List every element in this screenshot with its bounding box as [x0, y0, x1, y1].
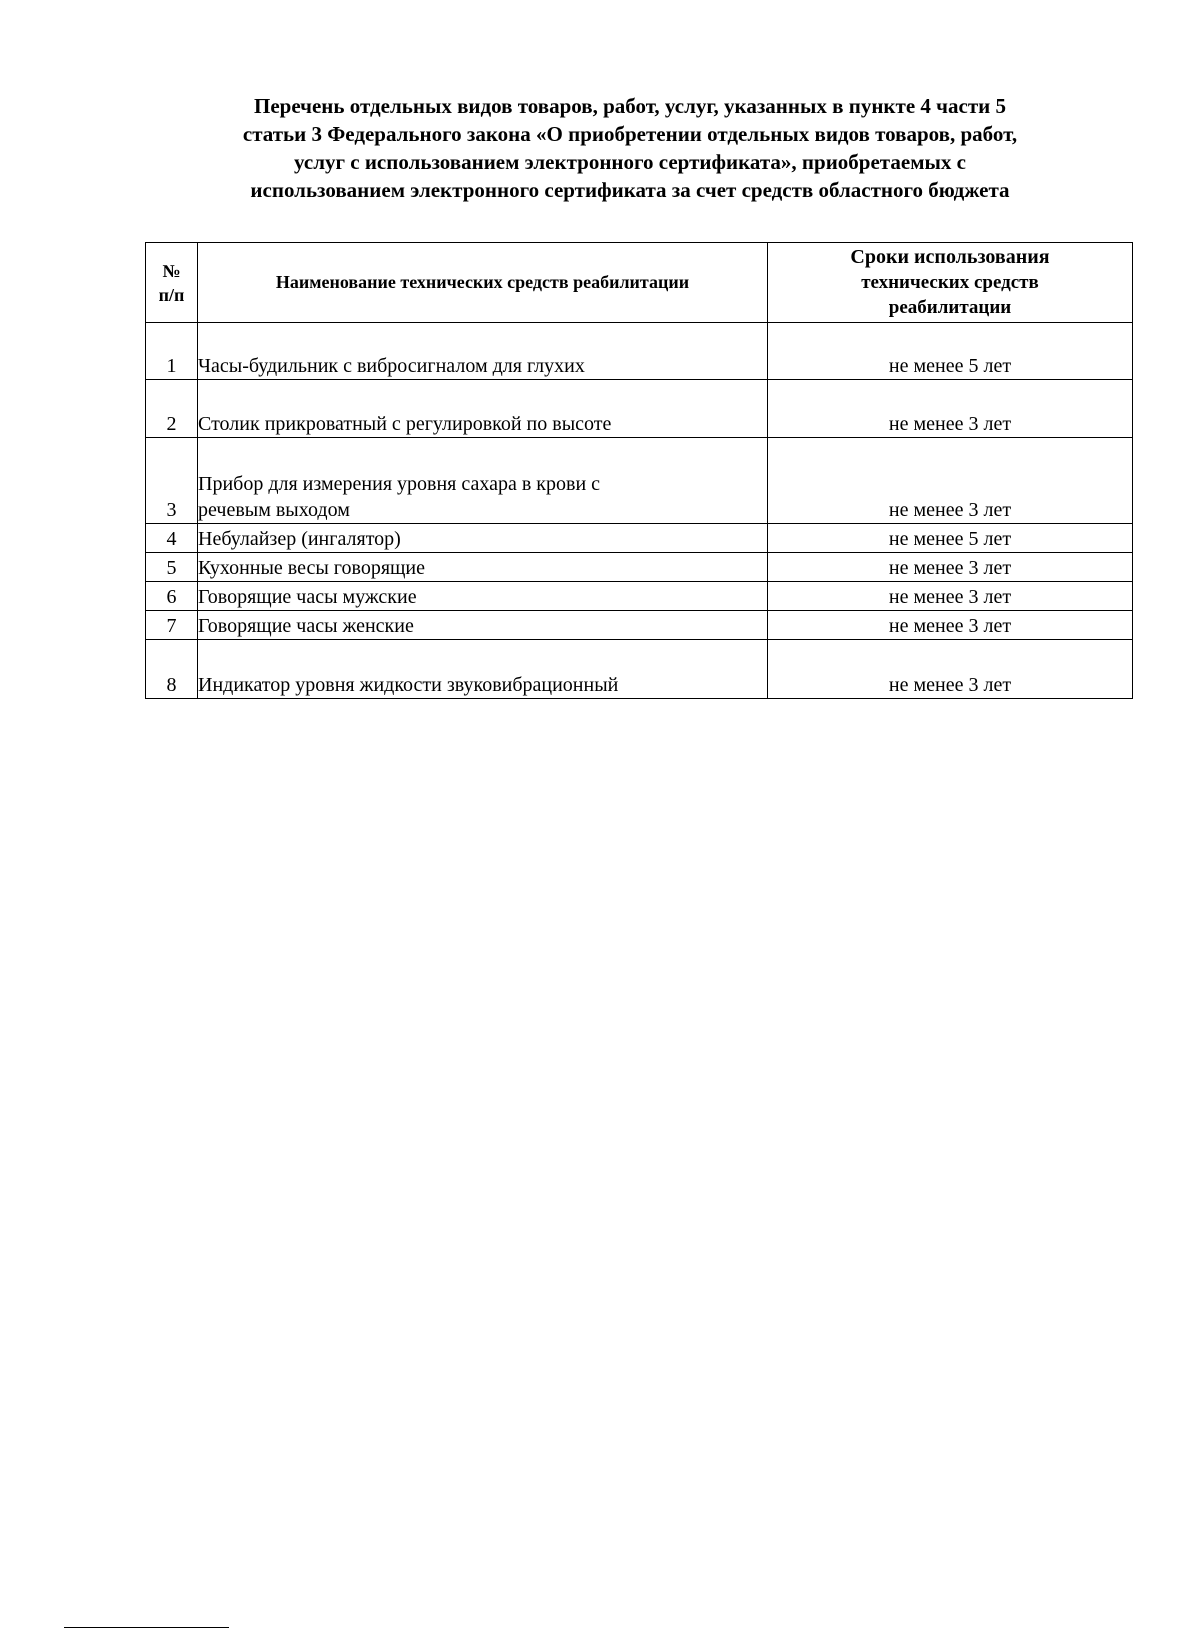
- header-term: Сроки использования технических средств реабилитации: [768, 243, 1133, 323]
- row-term: не менее 3 лет: [768, 640, 1133, 699]
- header-number: № п/п: [146, 243, 198, 323]
- table-row: [146, 553, 1133, 582]
- row-term: не менее 3 лет: [768, 553, 1133, 582]
- row-number: 5: [146, 553, 198, 582]
- footnote-separator-line: [64, 1627, 229, 1628]
- table-row: [146, 640, 1133, 699]
- row-name: Небулайзер (ингалятор): [198, 524, 768, 553]
- row-term: не менее 3 лет: [768, 438, 1133, 524]
- row-number: 4: [146, 524, 198, 553]
- table-row: [146, 438, 1133, 524]
- table-row: [146, 323, 1133, 380]
- row-name: Прибор для измерения уровня сахара в крови с речевым выходом: [198, 438, 768, 524]
- row-term: не менее 5 лет: [768, 524, 1133, 553]
- row-number: 6: [146, 582, 198, 611]
- row-name: Говорящие часы женские: [198, 611, 768, 640]
- row-number: 2: [146, 380, 198, 438]
- table-row: [146, 524, 1133, 553]
- title-line-1: Перечень отдельных видов товаров, работ, услуг, указанных в пункте 4 части 5: [254, 94, 1006, 118]
- document-title: [150, 92, 1110, 204]
- row-term: не менее 5 лет: [768, 323, 1133, 380]
- header-name: Наименование технических средств реабилитации: [198, 243, 768, 323]
- row-number: 8: [146, 640, 198, 699]
- row-name: Индикатор уровня жидкости звуковибрационный: [198, 640, 768, 699]
- row-name: Столик прикроватный с регулировкой по высоте: [198, 380, 768, 438]
- row-name: Кухонные весы говорящие: [198, 553, 768, 582]
- row-number: 7: [146, 611, 198, 640]
- table-row: [146, 582, 1133, 611]
- title-line-4: использованием электронного сертификата за счет средств областного бюджета: [250, 178, 1010, 202]
- row-term: не менее 3 лет: [768, 380, 1133, 438]
- row-term: не менее 3 лет: [768, 582, 1133, 611]
- row-number: 3: [146, 438, 198, 524]
- table-row: [146, 380, 1133, 438]
- title-line-3: услуг с использованием электронного сертификата», приобретаемых с: [294, 150, 966, 174]
- table-header-row: [146, 243, 1133, 323]
- row-name: Говорящие часы мужские: [198, 582, 768, 611]
- row-term: не менее 3 лет: [768, 611, 1133, 640]
- row-name: Часы-будильник с вибросигналом для глухих: [198, 323, 768, 380]
- rehabilitation-means-table: [145, 242, 1133, 699]
- row-number: 1: [146, 323, 198, 380]
- title-line-2: статьи 3 Федерального закона «О приобретении отдельных видов товаров, работ,: [242, 122, 1018, 146]
- table-row: [146, 611, 1133, 640]
